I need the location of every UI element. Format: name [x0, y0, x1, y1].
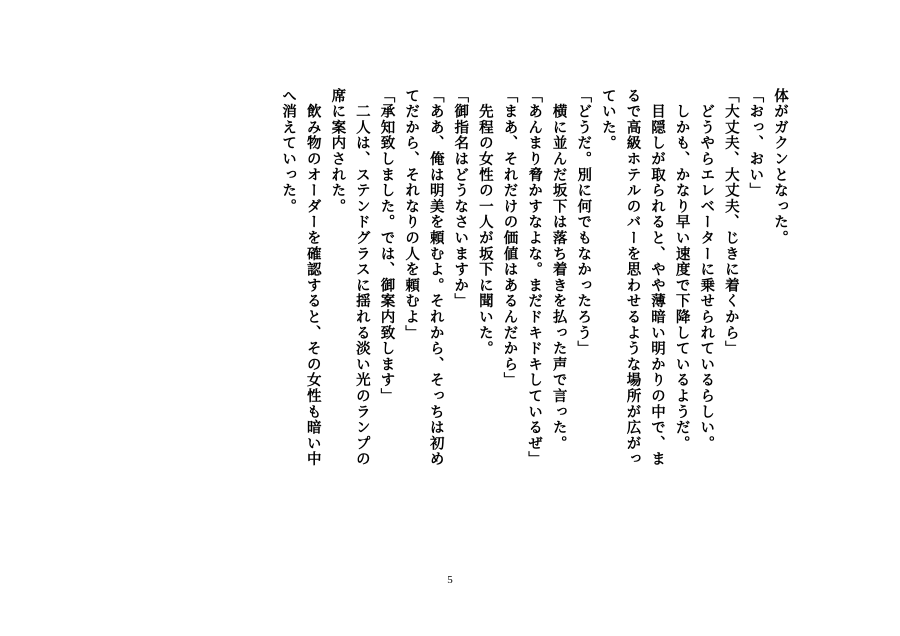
text-line: てだから、それなりの人を頼むよ」 — [403, 88, 421, 341]
text-line: るで高級ホテルのバーを思わせるような場所が広がっ — [624, 88, 642, 468]
text-line: 飲み物のオーダーを確認すると、その女性も暗い中 — [304, 88, 322, 468]
text-line: 先程の女性の一人が坂下に聞いた。 — [476, 88, 494, 357]
text-line: 「どうだ。別に何でもなかったろう」 — [575, 88, 593, 357]
vertical-text-body — [92, 88, 792, 568]
text-line: どうやらエレベーターに乗せられているらしい。 — [698, 88, 716, 452]
text-line: 「おっ、おい」 — [747, 88, 765, 199]
text-line: へ消えていった。 — [280, 88, 298, 215]
page-number: 5 — [447, 574, 453, 586]
text-line: 「大丈夫、大丈夫、じきに着くから」 — [722, 88, 740, 357]
text-line: ていた。 — [599, 88, 617, 152]
text-line: 席に案内された。 — [329, 88, 347, 215]
text-line: 目隠しが取られると、やや薄暗い明かりの中で、ま — [649, 88, 667, 468]
text-line: しかも、かなり早い速度で下降しているようだ。 — [673, 88, 691, 452]
text-line: 「ああ、俺は明美を頼むよ。それから、そっちは初め — [427, 88, 445, 468]
text-line: 横に並んだ坂下は落ち着きを払った声で言った。 — [550, 88, 568, 452]
text-line: 「あんまり脅かすなよな。まだドキドキしているぜ」 — [526, 88, 544, 468]
text-line: 体がガクンとなった。 — [772, 88, 789, 246]
text-line: 「御指名はどうなさいますか」 — [452, 88, 470, 310]
text-line: 「承知致しました。では、御案内致します」 — [378, 88, 396, 404]
text-line: 「まあ、それだけの価値はあるんだから」 — [501, 88, 519, 389]
text-line: 二人は、ステンドグラスに揺れる淡い光のランプの — [353, 88, 371, 468]
